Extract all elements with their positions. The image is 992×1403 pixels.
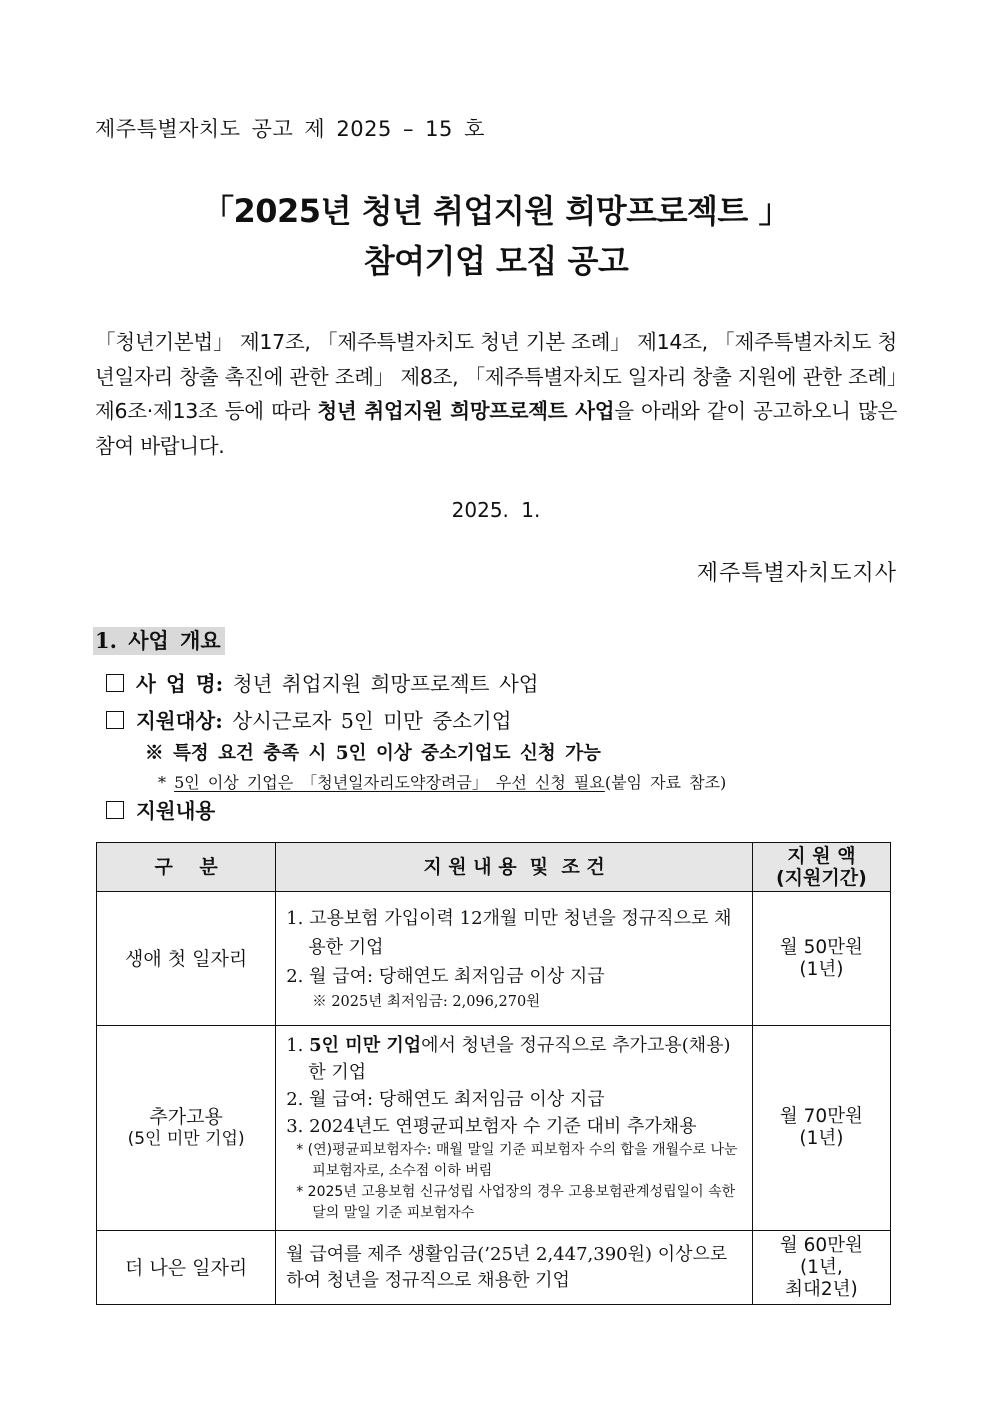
header-amount: 지 원 액 (지원기간) [752, 843, 890, 892]
section-title-overview: 1. 사업 개요 [93, 627, 225, 655]
header-category: 구 분 [97, 843, 276, 892]
row-content: 1. 고용보험 가입이력 12개월 미만 청년을 정규직으로 채용한 기업 2. 월 급여: 당해연도 최저임금 이상 지급 ※ 2025년 최저임금: 2,096,270원 [276, 892, 753, 1026]
subnote-underlined: 5인 이상 기업은 「청년일자리도약장려금」 우선 신청 필요 [174, 773, 605, 792]
checkbox-square-icon [106, 801, 124, 819]
row-content: 1. 5인 미만 기업에서 청년을 정규직으로 추가고용(채용)한 기업 2. 월 급여: 당해연도 최저임금 이상 지급 3. 2024년도 연평균피보험자 수 기준 대비 추가채용 * (연)평균피보험자수: 매월 말일 기준 피보험자 수의 합을 개월수로 나눈 피보험자로, 소수점 이하 버림 * 2025년 고용보험 신규성립 사업장의 경우 고용보험관계성립일이 속한 달의 말일 기준 피보험자수 [276, 1026, 753, 1231]
table-row [97, 1026, 891, 1231]
business-name-item [106, 670, 539, 698]
target-value: 상시근로자 5인 미만 중소기업 [222, 709, 512, 733]
checkbox-square-icon [106, 674, 124, 692]
announcement-date: 2025. 1. [451, 498, 541, 522]
table-row [97, 1231, 891, 1305]
support-content-label: 지원내용 [136, 799, 216, 823]
support-table [96, 842, 891, 1305]
row-category: 생애 첫 일자리 [97, 892, 276, 1026]
subnote-prefix: * [158, 773, 175, 792]
row-category: 더 나은 일자리 [97, 1231, 276, 1305]
table-header-row [97, 843, 891, 892]
intro-text-before: 「청년기본법」 제17조, 「제주특별자치도 청년 기본 조례」 제14조, 「제주특별자치도 청년일자리 창출 촉진에 관한 조례」 제8조, 「제주특별자치도 일자리 창출 지원에 관한 조례」제6조·제13조 등에 따라 [95, 330, 897, 423]
target-item [106, 707, 512, 735]
document-title-line1: 「2025년 청년 취업지원 희망프로젝트 」 [202, 192, 790, 230]
intro-paragraph [95, 325, 897, 463]
intro-text-bold: 청년 취업지원 희망프로젝트 사업 [317, 399, 615, 423]
intro-text-after: 을 아래와 같이 공고하오니 많은 참여 바랍니다. [95, 399, 897, 458]
row-content: 월 급여를 제주 생활임금(’25년 2,447,390원) 이상으로 하여 청년을 정규직으로 채용한 기업 [276, 1231, 753, 1305]
row-amount: 월 70만원 (1년) [752, 1026, 890, 1231]
row-amount: 월 50만원 (1년) [752, 892, 890, 1026]
support-content-item [106, 797, 215, 825]
checkbox-square-icon [106, 711, 124, 729]
header-content: 지 원 내 용 및 조 건 [276, 843, 753, 892]
table-row [97, 892, 891, 1026]
row-category: 추가고용 (5인 미만 기업) [97, 1026, 276, 1231]
target-label: 지원대상: [136, 709, 223, 733]
target-subnote [158, 772, 726, 794]
document-title-line2: 참여기업 모집 공고 [363, 242, 629, 280]
target-note: ※ 특정 요건 충족 시 5인 이상 중소기업도 신청 가능 [145, 743, 601, 764]
business-name-label: 사 업 명: [136, 672, 224, 696]
notice-number: 제주특별자치도 공고 제 2025 – 15 호 [95, 117, 485, 141]
subnote-suffix: (붙임 자료 참조) [604, 773, 727, 792]
row-amount: 월 60만원 (1년, 최대2년) [752, 1231, 890, 1305]
signer: 제주특별자치도지사 [696, 561, 897, 586]
business-name-value: 청년 취업지원 희망프로젝트 사업 [223, 672, 539, 696]
